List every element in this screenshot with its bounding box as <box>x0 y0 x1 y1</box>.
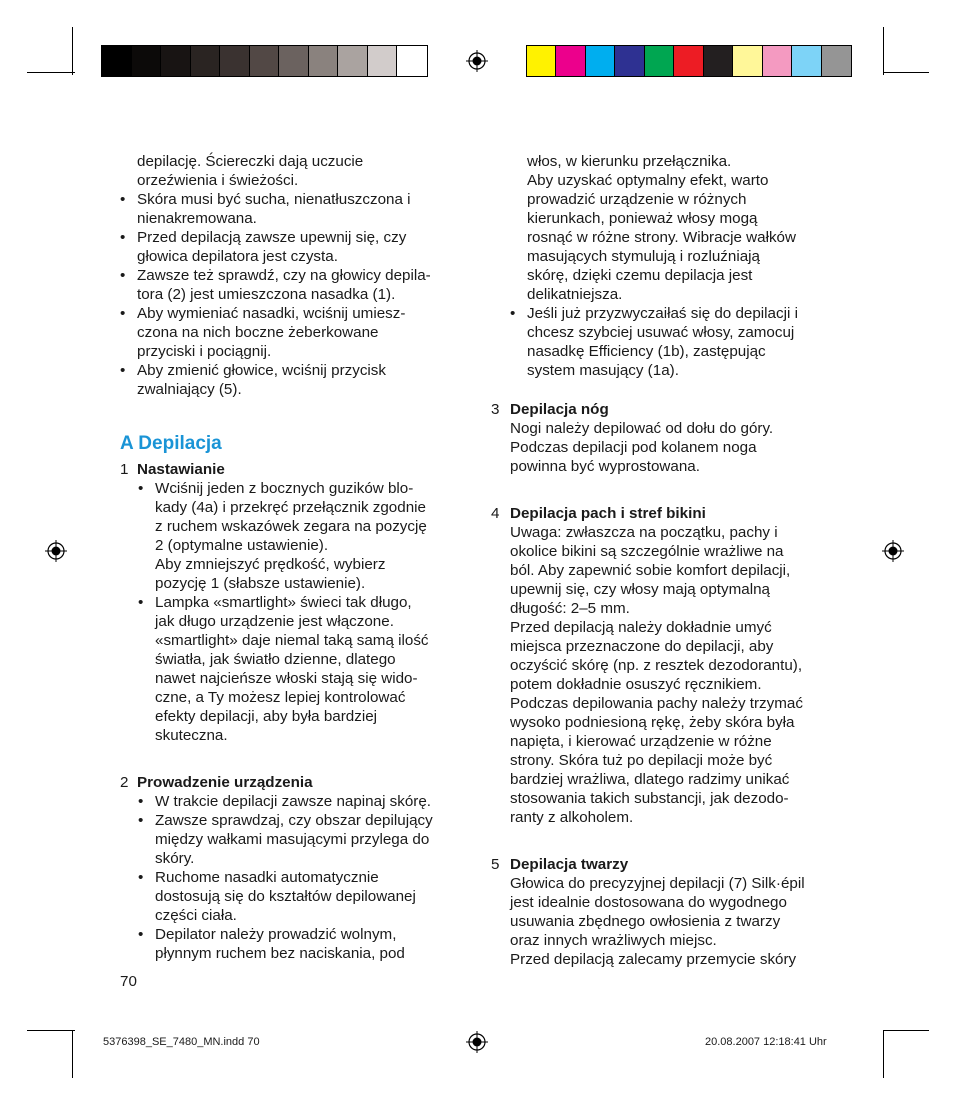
text-line: nienakremowana. <box>137 210 257 227</box>
bullet-item <box>120 190 470 228</box>
text-line: strony. Skóra tuż po depilacji może być <box>510 752 773 769</box>
color-swatch <box>645 46 674 76</box>
text-line: Nogi należy depilować od dołu do góry. <box>510 420 774 437</box>
text-line: czona na nich boczne żeberkowane <box>137 324 379 341</box>
gray-swatch <box>102 46 132 76</box>
gray-swatch <box>132 46 162 76</box>
text-line: płynnym ruchem bez naciskania, pod <box>155 945 405 962</box>
crop-mark <box>883 1030 929 1031</box>
timestamp-slug: 20.08.2007 12:18:41 Uhr <box>705 1036 827 1048</box>
bullet-item <box>120 304 470 361</box>
text-line: skórę, dzięki czemu depilacja jest <box>527 267 753 284</box>
gray-swatch <box>220 46 250 76</box>
text-line: • Aby wymieniać nasadki, wciśnij umiesz- <box>137 305 406 322</box>
crop-mark <box>72 27 73 75</box>
subsection-number: 5 <box>491 856 500 873</box>
subsection-heading <box>491 504 850 523</box>
subsection-number: 2 <box>120 774 129 791</box>
text-line: delikatniejsza. <box>527 286 623 303</box>
subsection-title: Nastawianie <box>137 461 225 478</box>
process-color-bar <box>526 45 852 77</box>
text-line: światła, jak światło dzienne, dlatego <box>155 651 396 668</box>
subsection-heading <box>491 400 850 419</box>
registration-mark-icon <box>45 540 67 562</box>
text-line: masujących stymulują i rozluźniają <box>527 248 760 265</box>
color-swatch <box>792 46 821 76</box>
crop-mark <box>883 72 929 73</box>
text-line: okolice bikini są szczególnie wrażliwe na <box>510 543 784 560</box>
color-swatch <box>556 46 585 76</box>
section-heading: A Depilacja <box>120 433 222 454</box>
text-line: • Ruchome nasadki automatycznie <box>155 869 379 886</box>
gray-swatch <box>161 46 191 76</box>
gray-swatch <box>309 46 339 76</box>
bullet-item <box>120 266 470 304</box>
bullet-item <box>510 304 850 380</box>
text-line: • Zawsze też sprawdź, czy na głowicy depila- <box>137 267 431 284</box>
text-line: kady (4a) i przekręć przełącznik zgodnie <box>155 499 426 516</box>
text-line: tora (2) jest umieszczona nasadka (1). <box>137 286 396 303</box>
subsection-body <box>510 523 850 827</box>
bullet-item <box>138 593 470 745</box>
text-line: • Aby zmienić głowice, wciśnij przycisk <box>137 362 386 379</box>
subsection-number: 3 <box>491 401 500 418</box>
text-line: czne, a Ty możesz lepiej kontrolować <box>155 689 406 706</box>
text-line: bardziej wrażliwa, dlatego radzimy unikać <box>510 771 790 788</box>
text-line: Podczas depilacji pod kolanem noga <box>510 439 757 456</box>
text-line: • Jeśli już przyzwyczaiłaś się do depilacji i <box>527 305 798 322</box>
text-line: • Depilator należy prowadzić wolnym, <box>155 926 397 943</box>
text-line: potem dokładnie osuszyć ręcznikiem. <box>510 676 762 693</box>
text-line: depilację. Ściereczki dają uczucie <box>137 153 364 170</box>
text-line: oczyścić skórę (np. z resztek dezodorantu), <box>510 657 803 674</box>
text-line: • Lampka «smartlight» świeci tak długo, <box>155 594 412 611</box>
text-line: • Skóra musi być sucha, nienatłuszczona i <box>137 191 411 208</box>
text-line: • Wciśnij jeden z bocznych guzików blo- <box>155 480 414 497</box>
page-number: 70 <box>120 973 137 990</box>
text-line: Aby uzyskać optymalny efekt, warto <box>527 172 769 189</box>
text-line: jest idealnie dostosowana do wygodnego <box>510 894 787 911</box>
text-line: oraz innych wrażliwych miejsc. <box>510 932 717 949</box>
gray-swatch <box>250 46 280 76</box>
left-column <box>120 152 470 963</box>
subsection-heading <box>120 460 470 479</box>
bullet-item <box>138 479 470 593</box>
subsection-number: 4 <box>491 505 500 522</box>
text-line: między wałkami masującymi przylega do <box>155 831 430 848</box>
text-line: długość: 2–5 mm. <box>510 600 630 617</box>
crop-mark <box>72 1030 73 1078</box>
text-line: usuwania zbędnego owłosienia z twarzy <box>510 913 781 930</box>
text-line: chcesz szybciej usuwać włosy, zamocuj <box>527 324 795 341</box>
crop-mark <box>883 1030 884 1078</box>
text-line: Podczas depilowania pachy należy trzymać <box>510 695 803 712</box>
text-line: miejsca przeznaczone do depilacji, aby <box>510 638 774 655</box>
text-line: Przed depilacją należy dokładnie umyć <box>510 619 772 636</box>
color-swatch <box>527 46 556 76</box>
text-line: 2 (optymalne ustawienie). <box>155 537 329 554</box>
bullet-item <box>138 868 470 925</box>
gray-swatch <box>397 46 427 76</box>
right-column <box>491 152 850 969</box>
subsection-number: 1 <box>120 461 129 478</box>
text-line: «smartlight» daje niemal taką samą ilość <box>155 632 429 649</box>
text-line: skóry. <box>155 850 195 867</box>
crop-mark <box>27 1030 75 1031</box>
registration-mark-icon <box>466 50 488 72</box>
text-line: zwalniający (5). <box>137 381 242 398</box>
subsection-body <box>510 874 850 969</box>
gray-swatch <box>338 46 368 76</box>
bullet-item <box>138 925 470 963</box>
bullet-item <box>120 228 470 266</box>
subsection-heading <box>120 773 470 792</box>
subsection-heading <box>491 855 850 874</box>
text-line: prowadzić urządzenie w różnych <box>527 191 747 208</box>
crop-mark <box>883 27 884 75</box>
registration-mark-icon <box>882 540 904 562</box>
text-line: ból. Aby zapewnić sobie komfort depilacji, <box>510 562 791 579</box>
text-line: pozycję 1 (słabsze ustawienie). <box>155 575 366 592</box>
text-line: stosowania takich substancji, jak dezodo- <box>510 790 789 807</box>
text-line: • W trakcie depilacji zawsze napinaj skórę. <box>155 793 432 810</box>
subsection-title: Depilacja twarzy <box>510 856 629 873</box>
grayscale-color-bar <box>101 45 428 77</box>
text-line: przyciski i pociągnij. <box>137 343 272 360</box>
text-line: części ciała. <box>155 907 237 924</box>
text-line: powinna być wyprostowana. <box>510 458 700 475</box>
bullet-item <box>138 811 470 868</box>
color-swatch <box>733 46 762 76</box>
gray-swatch <box>368 46 398 76</box>
bullet-item <box>120 361 470 399</box>
text-line: • Przed depilacją zawsze upewnij się, czy <box>137 229 407 246</box>
registration-mark-icon <box>466 1031 488 1053</box>
text-line: efekty depilacji, aby była bardziej <box>155 708 378 725</box>
text-line: skuteczna. <box>155 727 228 744</box>
text-line: dostosują się do kształtów depilowanej <box>155 888 416 905</box>
color-swatch <box>674 46 703 76</box>
intro-paragraph <box>120 152 470 190</box>
color-swatch <box>586 46 615 76</box>
color-swatch <box>615 46 644 76</box>
crop-mark <box>27 72 75 73</box>
subsection-body <box>510 419 850 476</box>
text-line: włos, w kierunku przełącznika. <box>527 153 732 170</box>
color-swatch <box>763 46 792 76</box>
text-line: • Zawsze sprawdzaj, czy obszar depilujący <box>155 812 433 829</box>
text-line: wysoko podniesioną rękę, żeby skóra była <box>510 714 795 731</box>
text-line: upewnij się, czy włosy mają optymalną <box>510 581 770 598</box>
text-line: ranty z alkoholem. <box>510 809 634 826</box>
subsection-title: Depilacja nóg <box>510 401 609 418</box>
text-line: napięta, i kierować urządzenie w różne <box>510 733 772 750</box>
text-line: orzeźwienia i świeżości. <box>137 172 299 189</box>
file-slug: 5376398_SE_7480_MN.indd 70 <box>103 1036 260 1048</box>
color-swatch <box>704 46 733 76</box>
text-line: Przed depilacją zalecamy przemycie skóry <box>510 951 797 968</box>
text-line: Głowica do precyzyjnej depilacji (7) Silk·épil <box>510 875 805 892</box>
bullet-item <box>138 792 470 811</box>
gray-swatch <box>279 46 309 76</box>
text-line: jak długo urządzenie jest włączone. <box>155 613 394 630</box>
text-line: głowica depilatora jest czysta. <box>137 248 338 265</box>
continued-paragraph <box>510 152 850 304</box>
text-line: system masujący (1a). <box>527 362 679 379</box>
text-line: z ruchem wskazówek zegara na pozycję <box>155 518 427 535</box>
text-line: Uwaga: zwłaszcza na początku, pachy i <box>510 524 778 541</box>
text-line: nasadkę Efficiency (1b), zastępując <box>527 343 766 360</box>
text-line: kierunkach, ponieważ włosy mogą <box>527 210 758 227</box>
subsection-title: Depilacja pach i stref bikini <box>510 505 706 522</box>
text-line: rosnąć w różne strony. Wibracje wałków <box>527 229 796 246</box>
color-swatch <box>822 46 851 76</box>
subsection-title: Prowadzenie urządzenia <box>137 774 313 791</box>
text-line: Aby zmniejszyć prędkość, wybierz <box>155 556 386 573</box>
gray-swatch <box>191 46 221 76</box>
text-line: nawet najcieńsze włoski stają się wido- <box>155 670 418 687</box>
